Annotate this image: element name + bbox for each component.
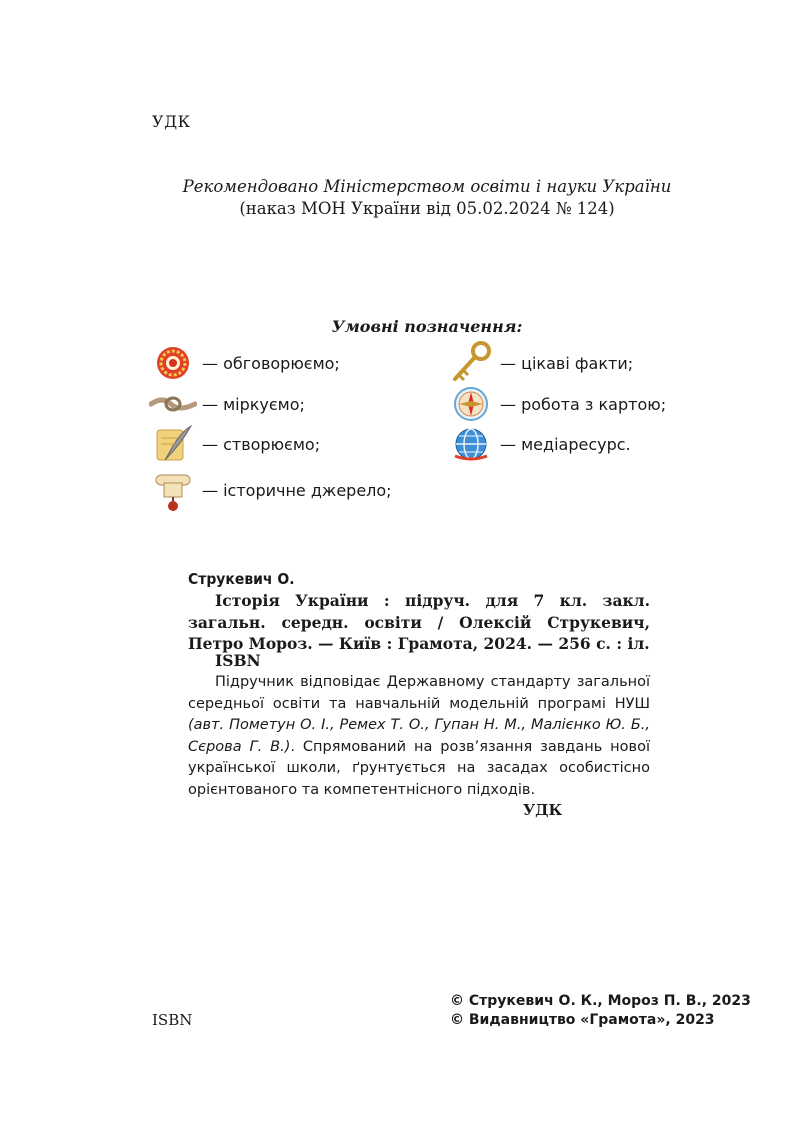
udk-bottom: УДК xyxy=(523,801,563,819)
biblio-title: Історія України : підруч. для 7 кл. закл. загальн. середн. освіти / Олексій Струкевич, Петро Мороз. — Київ : Грамота, 2024. — 256 с. : іл. xyxy=(188,591,650,653)
discussion-emblem-icon xyxy=(148,341,198,385)
recommendation-line2: (наказ МОН України від 05.02.2024 № 124) xyxy=(239,199,615,218)
biblio-desc-part2: . Спрямований на розв’язання завдань нової української школи, ґрунтується на засадах особистісно орієнтованого та компетентнісного підходів. xyxy=(188,738,650,798)
legend-item-discuss xyxy=(148,341,340,385)
recommendation xyxy=(0,176,800,220)
globe-icon xyxy=(446,422,496,466)
recommendation-line1: Рекомендовано Міністерством освіти і науки України xyxy=(182,177,672,196)
key-icon xyxy=(446,341,496,385)
legend-label: — міркуємо; xyxy=(202,394,305,414)
compass-icon xyxy=(446,382,496,426)
udk-top: УДК xyxy=(152,112,191,131)
legend-item-think xyxy=(148,382,305,426)
legend-label: — створюємо; xyxy=(202,434,321,454)
copyright-publisher: © Видавництво «Грамота», 2023 xyxy=(450,1012,715,1028)
legend-label: — обговорюємо; xyxy=(202,353,340,373)
biblio-desc-authors: (авт. Пометун О. І., Ремех Т. О., Гупан Н. М., Малієнко Ю. Б., Сєрова Г. В.) xyxy=(188,717,650,755)
legend-item-media xyxy=(446,422,631,466)
legend-item-source xyxy=(148,468,392,512)
knot-icon xyxy=(148,382,198,426)
legend-title: Умовні позначення: xyxy=(331,317,523,336)
biblio-desc-part1: Підручник відповідає Державному стандарту загальної середньої освіти та навчальній модельній програмі НУШ xyxy=(188,674,650,712)
legend-label: — робота з картою; xyxy=(500,394,667,414)
legend-label: — історичне джерело; xyxy=(202,480,392,500)
historical-scroll-icon xyxy=(148,468,198,512)
legend-item-create xyxy=(148,422,320,466)
biblio-isbn: ISBN xyxy=(215,651,261,670)
copyright-authors: © Струкевич О. К., Мороз П. В., 2023 xyxy=(450,993,751,1009)
legend-label: — цікаві факти; xyxy=(500,353,634,373)
biblio-author: Струкевич О. xyxy=(188,570,295,588)
legend-label: — медіаресурс. xyxy=(500,434,631,454)
quill-scroll-icon xyxy=(148,422,198,466)
legend-item-map xyxy=(446,382,666,426)
isbn-bottom: ISBN xyxy=(152,1011,193,1029)
legend-item-facts xyxy=(446,341,633,385)
biblio-description xyxy=(188,672,650,801)
